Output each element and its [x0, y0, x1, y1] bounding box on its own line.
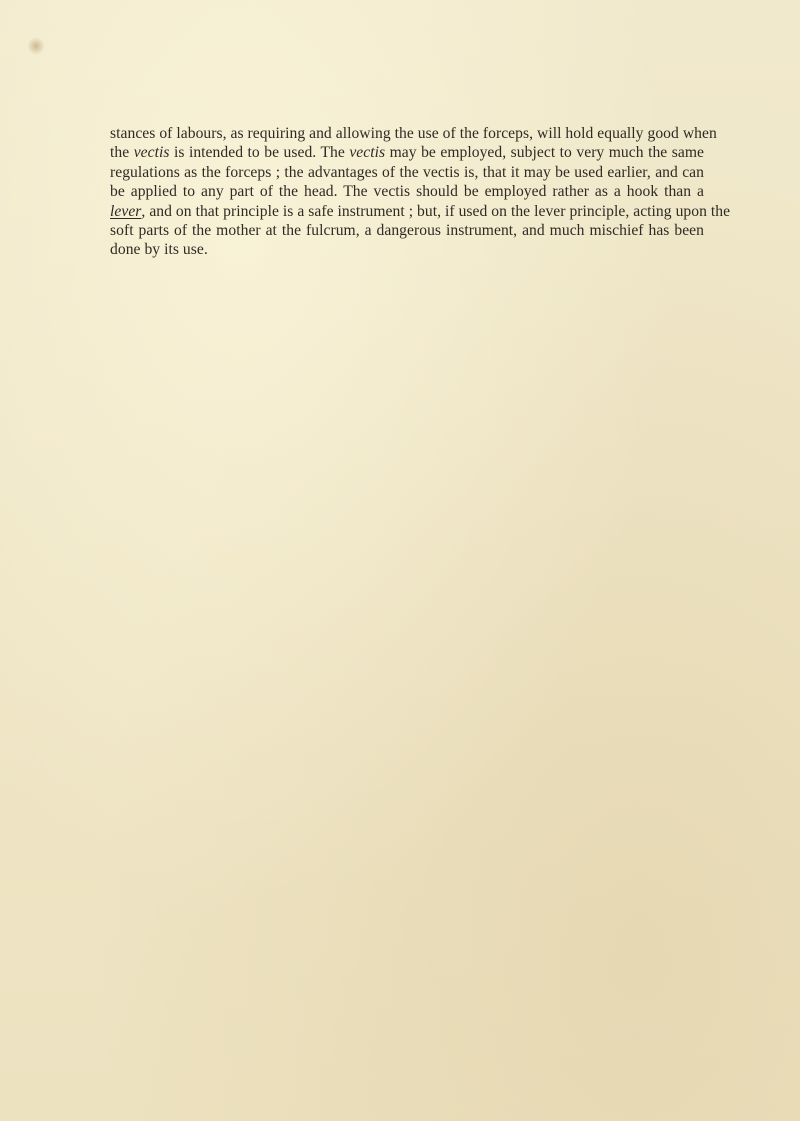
text-run: the [110, 144, 134, 162]
text-run: is intended to be used. The [169, 144, 350, 162]
text-line-6: soft parts of the mother at the fulcrum, a dangerous instrument, and much mischief has been [110, 222, 704, 240]
italic-term: lever [110, 202, 142, 220]
text-line-7: done by its use. [110, 241, 208, 259]
text-line-2 [110, 143, 704, 162]
paper-stain [28, 36, 44, 56]
text-line-5 [110, 202, 731, 221]
italic-term: vectis [349, 144, 386, 162]
text-line-1: stances of labours, as requiring and allowing the use of the forceps, will hold equally good when [110, 125, 717, 142]
body-paragraph [110, 124, 731, 260]
text-run: may be employed, subject to very much the same [385, 144, 704, 162]
text-line-3: regulations as the forceps ; the advantages of the vectis is, that it may be used earlier, and can [110, 163, 704, 181]
text-line-4: be applied to any part of the head. The vectis should be employed rather as a hook than a [110, 183, 704, 201]
text-run: , and on that principle is a safe instrument ; but, if used on the lever principle, acting upon the [141, 202, 731, 220]
italic-term: vectis [133, 144, 170, 162]
